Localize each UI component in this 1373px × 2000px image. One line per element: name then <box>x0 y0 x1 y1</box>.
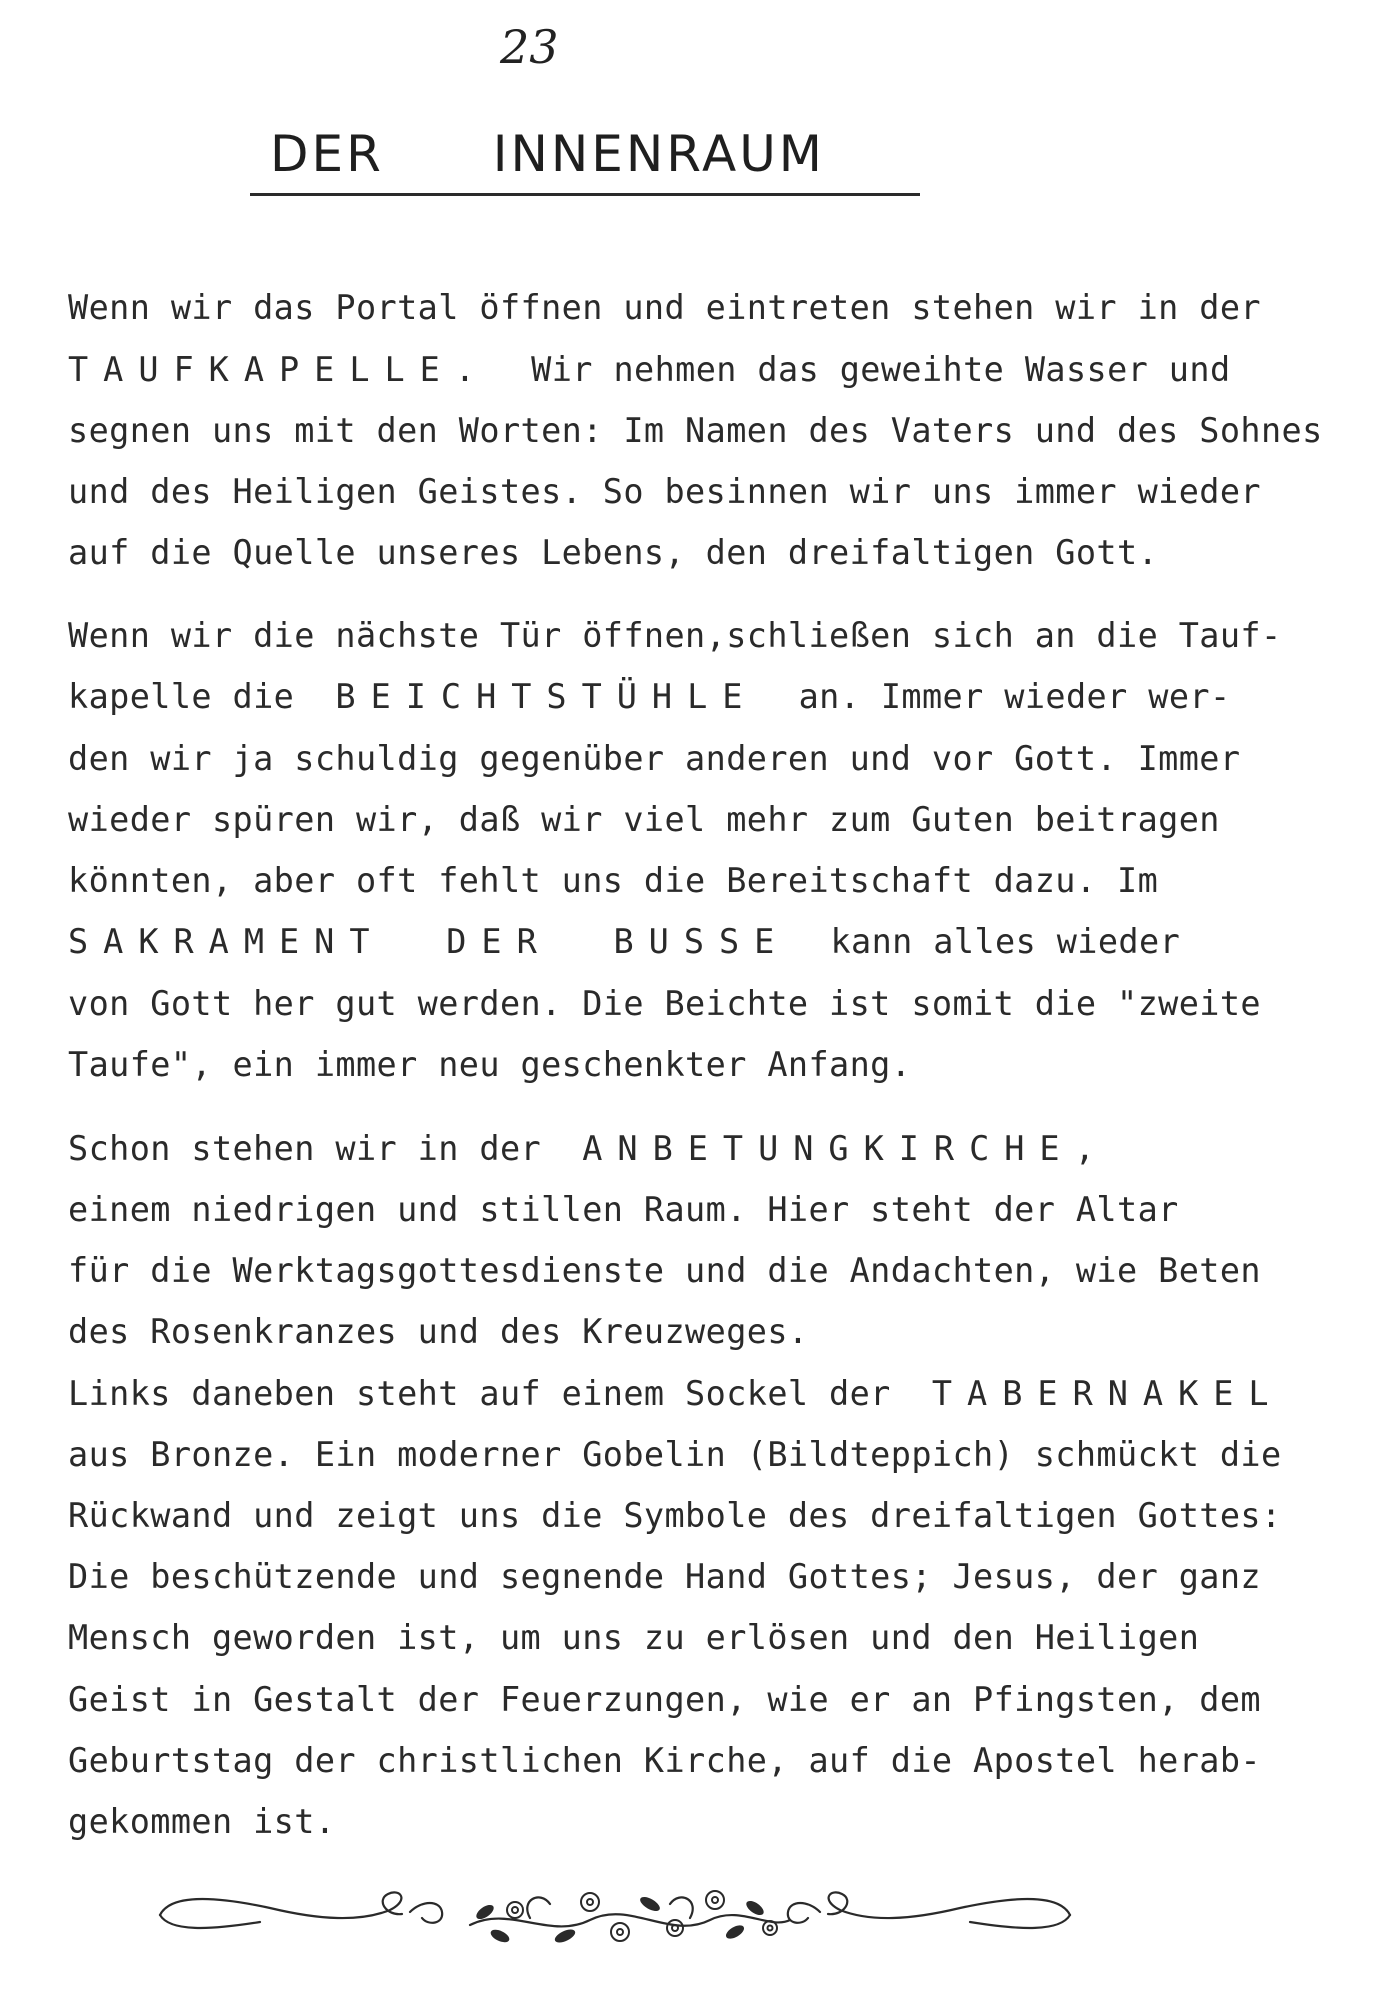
p2-line: von Gott her gut werden. Die Beichte ist somit die "zweite <box>68 984 1261 1023</box>
page-title: DER INNENRAUM <box>270 125 825 183</box>
p3-line: Schon stehen wir in der ANBETUNGKIRCHE, <box>68 1129 1110 1168</box>
p3-line: einem niedrigen und stillen Raum. Hier steht der Altar <box>68 1190 1179 1229</box>
page-number: 23 <box>500 20 559 74</box>
emphasis-beichtstuehle: BEICHTSTÜHLE <box>335 677 758 716</box>
emphasis-busse: BUSSE <box>613 922 790 961</box>
p3-line: Rückwand und zeigt uns die Symbole des dreifaltigen Gottes: <box>68 1496 1282 1535</box>
title-underline <box>250 193 920 196</box>
p1-line: Wenn wir das Portal öffnen und eintreten stehen wir in der <box>68 288 1261 327</box>
p3-line: aus Bronze. Ein moderner Gobelin (Bildteppich) schmückt die <box>68 1435 1282 1474</box>
p2-line: Taufe", ein immer neu geschenkter Anfang. <box>68 1045 912 1084</box>
p3-line: Geburtstag der christlichen Kirche, auf die Apostel herab- <box>68 1741 1261 1780</box>
p1-line: segnen uns mit den Worten: Im Namen des Vaters und des Sohnes <box>68 411 1323 450</box>
p3-line: des Rosenkranzes und des Kreuzweges. <box>68 1312 809 1351</box>
p2-line: wieder spüren wir, daß wir viel mehr zum Guten beitragen <box>68 800 1220 839</box>
p3-line: Mensch geworden ist, um uns zu erlösen und den Heiligen <box>68 1618 1200 1657</box>
p2-line: könnten, aber oft fehlt uns die Bereitschaft dazu. Im <box>68 861 1159 900</box>
p2-line: kapelle die BEICHTSTÜHLE an. Immer wieder wer- <box>68 677 1231 716</box>
p3-line: Links daneben steht auf einem Sockel der TABERNAKEL <box>68 1374 1284 1413</box>
p1-line: und des Heiligen Geistes. So besinnen wir uns immer wieder <box>68 472 1261 511</box>
p2-line: Wenn wir die nächste Tür öffnen,schließen sich an die Tauf- <box>68 616 1282 655</box>
floral-ornament-icon <box>150 1870 1080 1960</box>
emphasis-tabernakel: TABERNAKEL <box>931 1374 1284 1413</box>
p1-line: auf die Quelle unseres Lebens, den dreifaltigen Gott. <box>68 533 1159 572</box>
emphasis-der: DER <box>446 922 552 961</box>
emphasis-anbetungkirche: ANBETUNGKIRCHE, <box>582 1129 1110 1168</box>
p3-line: gekommen ist. <box>68 1802 336 1841</box>
p3-line: für die Werktagsgottesdienste und die Andachten, wie Beten <box>68 1251 1261 1290</box>
emphasis-sakrament: SAKRAMENT <box>68 922 385 961</box>
p1-line: TAUFKAPELLE. Wir nehmen das geweihte Wasser und <box>68 350 1231 389</box>
p3-line: Geist in Gestalt der Feuerzungen, wie er an Pfingsten, dem <box>68 1680 1261 1719</box>
emphasis-taufkapelle: TAUFKAPELLE. <box>68 350 491 389</box>
p3-line: Die beschützende und segnende Hand Gottes; Jesus, der ganz <box>68 1557 1261 1596</box>
p2-line: SAKRAMENT DER BUSSE kann alles wieder <box>68 922 1181 961</box>
p2-line: den wir ja schuldig gegenüber anderen und vor Gott. Immer <box>68 739 1241 778</box>
